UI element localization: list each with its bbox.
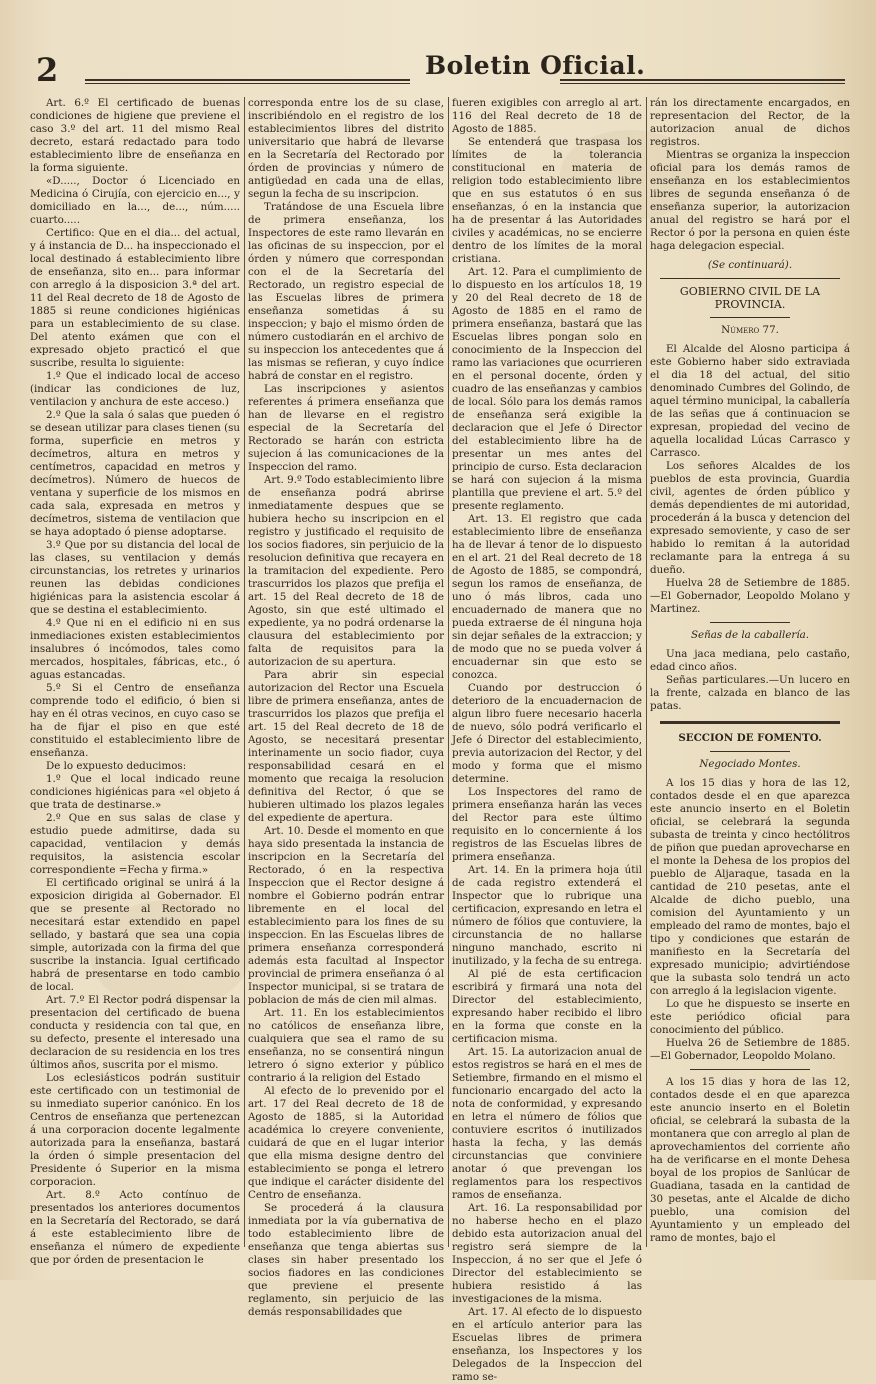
page-number: 2	[36, 51, 59, 89]
paragraph: Art. 9.º Todo establecimiento libre de enseñanza podrá abrirse inmediatamente despues que se hubiera hecho su inscripcion en el registro y justificado el requisito de los socios fiadores, sin perjuicio de la resolucion definitiva que recayera en la tramitacion del expediente. Pero trascurridos los plazos que prefija el art. 15 del Real decreto de 18 de Agosto, sin que esté ultimado el expediente, ya no podrá ordenarse la clausura del establecimiento por falta de requisitos para la autorizacion de su apertura.	[248, 474, 444, 668]
column-divider	[244, 97, 245, 1247]
paragraph: A los 15 dias y hora de las 12, contados desde el en que aparezca este anuncio inserto en el Boletin oficial, se celebrará la subasta de la montanera que con arreglo al plan de aprovechamientos del corriente año ha de verificarse en el monte Dehesa boyal de los propios de Sanlúcar de Guadiana, tasada en la cantidad de 30 pesetas, ante el Alcalde de dicho pueblo, una comision del Ayuntamiento y un empleado del ramo de montes, bajo el	[650, 1076, 850, 1244]
text-column-2	[248, 97, 444, 1318]
page-header	[30, 45, 850, 93]
paragraph: Los Inspectores del ramo de primera enseñanza harán las veces del Rector para este último requisito en lo concerniente á los registros de las Escuelas libres de primera enseñanza.	[452, 786, 642, 863]
paragraph: A los 15 dias y hora de las 12, contados desde el en que aparezca este anuncio inserto en el Boletin oficial, se celebrará la segunda subasta de treinta y cinco hectólitros de piñon que puedan aprovecharse en el monte la Dehesa de los propios del pueblo de Aljaraque, tasada en la cantidad de 210 pesetas, ante el Alcalde de dicho pueblo, una comision del Ayuntamiento y un empleado del ramo de montes, bajo el tipo y condiciones que estarán de manifiesto en la Secretaría del expresado municipio; advirtiéndose que la subasta solo tendrá un acto con arreglo á la legislacion vigente.	[650, 777, 850, 997]
paragraph: 2.º Que la sala ó salas que pueden ó se desean utilizar para clases tienen (su forma, superficie en metros y decímetros, altura en metros y centímetros, capacidad en metros y decímetros). Número de huecos de ventana y superficie de los mismos en cada sala, expresada en metros y decímetros, sistema de ventilacion que se haya adoptado ó piense adoptarse.	[30, 409, 240, 538]
section-separator	[660, 721, 840, 724]
paragraph: fueren exigibles con arreglo al art. 116 del Real decreto de 18 de Agosto de 1885.	[452, 97, 642, 135]
paragraph: Art. 6.º El certificado de buenas condiciones de higiene que previene el caso 3.º del art. 11 del mismo Real decreto, estará redactado para todo establecimiento libre de enseñanza en la forma siguiente.	[30, 97, 240, 174]
negociado-title: Negociado Montes.	[699, 758, 801, 770]
paragraph: Art. 12. Para el cumplimiento de lo dispuesto en los artículos 18, 19 y 20 del Real decreto de 18 de Agosto de 1885 en el ramo de primera enseñanza, bastará que las Escuelas libres pongan solo en conocimiento de la Inspeccion del ramo las variaciones que ocurrieren en el personal docente, órden y cuadro de las enseñanzas y cambios de local. Sólo para los demás ramos de enseñanza será exigible la declaracion que el Jefe ó Director del establecimiento libre ha de presentar un mes antes del principio de curso. Esta declaracion se hará con sujecion á la misma plantilla que previene el art. 5.º del presente reglamento.	[452, 266, 642, 512]
paragraph: corresponda entre los de su clase, inscribiéndolo en el registro de los establecimientos libres del distrito universitario que habrá de llevarse en la Secretaría del Rectorado por órden de provincias y número de antigüedad en cada una de ellas, segun la fecha de su inscripcion.	[248, 97, 444, 200]
column-divider	[646, 97, 647, 1247]
paragraph: 1.º Que el local indicado reune condiciones higiénicas para «el objeto á que trata de destinarse.»	[30, 773, 240, 811]
paragraph: rán los directamente encargados, en representacion del Rector, de la autorizacion anual de dichos registros.	[650, 97, 850, 148]
text-column-3	[452, 97, 643, 1383]
paragraph: Huelva 26 de Setiembre de 1885. —El Gobernador, Leopoldo Molano.	[650, 1037, 850, 1062]
header-rule-left	[85, 79, 410, 84]
text-column-1	[30, 97, 240, 1266]
paragraph: Mientras se organiza la inspeccion oficial para los demás ramos de enseñanza en los establecimientos libres de segunda enseñanza ó de enseñanza superior, la autorizacion anual del registro se hará por el Rector ó por la persona en quien éste haga delegacion especial.	[650, 149, 850, 252]
paragraph: Una jaca mediana, pelo castaño, edad cinco años.	[650, 648, 850, 673]
subsection-rule	[710, 622, 790, 623]
column-divider	[448, 97, 449, 1247]
paragraph: Art. 11. En los establecimientos no católicos de enseñanza libre, cualquiera que sea el ramo de su enseñanza, no se consentirá ningun letrero ó signo exterior y público contrario á la religion del Estado	[248, 1007, 444, 1084]
continuation-note: (Se continuará).	[707, 259, 793, 271]
paragraph: 1.º Que el indicado local de acceso (indicar las condiciones de luz, ventilacion y anchura de este acceso.)	[30, 370, 240, 408]
section-separator	[660, 278, 840, 279]
notice-number: Número 77.	[721, 324, 779, 336]
paragraph: 5.º Si el Centro de enseñanza comprende todo el edificio, ó bien si hay en él otras vecinos, en cuyo caso se ha de fijar el piso en que esté constituido el establecimiento libre de enseñanza.	[30, 682, 240, 759]
paragraph: Huelva 28 de Setiembre de 1885. —El Gobernador, Leopoldo Molano y Martinez.	[650, 577, 850, 615]
paragraph: «D....., Doctor ó Licenciado en Medicina ó Cirujía, con ejercicio en..., y domiciliado en la..., de..., núm..... cuarto.....	[30, 175, 240, 226]
paragraph: Certifico: Que en el dia... del actual, y á instancia de D... ha inspeccionado el local destinado á establecimiento libre de enseñanza, sito en... para informar con arreglo á la disposicion 3.ª del art. 11 del Real decreto de 18 de Agosto de 1885 si reune condiciones higiénicas para un establecimiento de su clase. Del atento exámen que con el expresado objeto practicó el que suscribe, resulta lo siguiente:	[30, 227, 240, 369]
paragraph: De lo expuesto deducimos:	[46, 760, 187, 772]
header-rule-right	[560, 79, 845, 84]
paragraph: Art. 14. En la primera hoja útil de cada registro extenderá el Inspector que lo rubrique una certificacion, expresando en letra el número de fólios que contuviere, la circunstancia de no hallarse ninguno manchado, escrito ni inutilizado, y la fecha de su entrega.	[452, 864, 643, 967]
paragraph: Cuando por destruccion ó deterioro de la encuadernacion de algun libro fuere necesario hacerla de nuevo, sólo podrá verificarlo el Jefe ó Director del establecimiento, previa autorizacion del Rector, y del modo y forma que el mismo determine.	[452, 682, 642, 785]
paragraph: Los eclesiásticos podrán sustituir este certificado con un testimonial de su inmediato superior canónico. En los Centros de enseñanza que pertenezcan á una corporacion docente legalmente autorizada para la enseñanza, bastará la órden ó simple presentacion del Presidente ó Superior en la misma corporacion.	[30, 1072, 240, 1188]
notice-separator	[690, 1069, 810, 1070]
paragraph: Las inscripciones y asientos referentes á primera enseñanza que han de llevarse en el registro especial de la Secretaría del Rectorado se harán con estricta sujecion á las comunicaciones de la Inspeccion del ramo.	[248, 383, 444, 473]
paragraph: Art. 8.º Acto contínuo de presentados los anteriores documentos en la Secretaría del Rectorado, se dará á este establecimiento libre de enseñanza el número de expediente que por órden de presentacion le	[30, 1189, 240, 1266]
section-heading-gobierno: GOBIERNO CIVIL DE LA PROVINCIA.	[679, 285, 821, 311]
paragraph: Lo que he dispuesto se inserte en este periódico oficial para conocimiento del público.	[650, 998, 850, 1036]
paragraph: El certificado original se unirá á la exposicion dirigida al Gobernador. El que se presente al Rectorado no necesitará estar extendido en papel sellado, y bastará que sea una copia simple, autorizada con la firma del que suscribe la instancia. Igual certificado habrá de presentarse en todo cambio de local.	[30, 877, 240, 993]
paragraph: Art. 17. Al efecto de lo dispuesto en el artículo anterior para las Escuelas libres de primera enseñanza, los Inspectores y los Delegados de la Inspeccion del ramo se-	[452, 1306, 642, 1383]
paragraph: Art. 10. Desde el momento en que haya sido presentada la instancia de inscripcion en la Secretaría del Rectorado, ó en la respectiva Inspeccion que el Rector designe á nombre el Gobierno podrán entrar libremente en el local del establecimiento para los fines de su inspeccion. En las Escuelas libres de primera enseñanza corresponderá además esta facultad al Inspector provincial de primera enseñanza ó al Inspector municipal, si se tratara de poblacion de más de cien mil almas.	[248, 825, 444, 1006]
paragraph: Art. 7.º El Rector podrá dispensar la presentacion del certificado de buena conducta y residencia con tal que, en su defecto, presente el interesado una declaracion de su residencia en los tres últimos años, suscrita por el mismo.	[30, 994, 240, 1071]
paragraph: Los señores Alcaldes de los pueblos de esta provincia, Guardia civil, agentes de órden público y demás dependientes de mi autoridad, procederán á la busca y detencion del expresado semoviente, y caso de ser habido lo remitan á la autoridad reclamante para la entrega á su dueño.	[650, 460, 850, 576]
paragraph: Al efecto de lo prevenido por el art. 17 del Real decreto de 18 de Agosto de 1885, si la Autoridad académica lo creyere conveniente, cuidará de que en el lugar interior que ella misma designe dentro del establecimiento se ponga el letrero que indique el carácter disidente del Centro de enseñanza.	[248, 1085, 444, 1201]
heading-underline	[710, 317, 790, 318]
newspaper-title: Boletin Oficial.	[425, 51, 646, 80]
paragraph: Se entenderá que traspasa los límites de la tolerancia constitucional en materia de religion todo establecimiento libre que en sus estatutos ó en sus enseñanzas, ó en la instancia que ha de presentar á las Autoridades civiles y académicas, no se encierre dentro de los límites de la moral cristiana.	[452, 136, 642, 265]
paragraph: Se procederá á la clausura inmediata por la vía gubernativa de todo establecimiento libre de enseñanza que tenga abiertas sus clases sin haber presentado los socios fiadores en las condiciones que previene el presente reglamento, sin perjuicio de las demás responsabilidades que	[248, 1202, 444, 1318]
paragraph: Art. 13. El registro que cada establecimiento libre de enseñanza ha de llevar á tenor de lo dispuesto en el art. 21 del Real decreto de 18 de Agosto de 1885, se compondrá, segun los ramos de enseñanza, de uno ó más libros, cada uno encuadernado de manera que no pueda extraerse de él ninguna hoja sin dejar señales de la extraccion; y de modo que no se pueda volver á encuadernar sin que esto se conozca.	[452, 513, 642, 681]
paragraph: Al pié de esta certificacion escribirá y firmará una nota del Director del establecimiento, expresando haber recibido el libro en la forma que conste en la certificacion misma.	[452, 968, 642, 1045]
paragraph: Tratándose de una Escuela libre de primera enseñanza, los Inspectores de este ramo llevarán en las oficinas de su inspeccion, por el órden y número que correspondan con el de la Secretaría del Rectorado, un registro especial de las Escuelas libres de primera enseñanza sometidas á su inspeccion; y bajo el mismo órden de número custodiarán en el archivo de su inspeccion los antecedentes que á las mismas se refieran, y cuyo índice habrá de constar en el registro.	[248, 201, 444, 382]
paragraph: 3.º Que por su distancia del local de las clases, su ventilacion y demás circunstancias, los retretes y urinarios reunen las debidas condiciones higiénicas para la asistencia escolar á que se destina el establecimiento.	[30, 539, 240, 616]
section-heading-fomento: SECCION DE FOMENTO.	[678, 732, 822, 744]
paragraph: Art. 15. La autorizacion anual de estos registros se hará en el mes de Setiembre, firmando en el mismo el funcionario encargado del acto la nota de conformidad, y expresando en letra el número de fólios que contuviere escritos ó inutilizados hasta la fecha, y las demás circunstancias que conviniere anotar ó que prevengan los reglamentos para los respectivos ramos de enseñanza.	[452, 1046, 642, 1201]
paragraph: El Alcalde del Alosno participa á este Gobierno haber sido extraviada el dia 18 del actual, del sitio denominado Cumbres del Golindo, de aquel término municipal, la caballería de las señas que á continuacion se expresan, propiedad del vecino de aquella localidad Lúcas Carrasco y Carrasco.	[650, 343, 850, 459]
heading-underline	[710, 751, 790, 752]
paragraph: 2.º Que en sus salas de clase y estudio puede admitirse, dada su capacidad, ventilacion y demás requisitos, la asistencia escolar correspondiente =Fecha y firma.»	[30, 812, 240, 876]
paragraph: 4.º Que ni en el edificio ni en sus inmediaciones existen establecimientos insalubres ó incómodos, tales como mercados, hospitales, fábricas, etc., ó aguas estancadas.	[30, 617, 240, 681]
text-column-4	[650, 97, 850, 1247]
paragraph: Art. 16. La responsabilidad por no haberse hecho en el plazo debido esta autorizacion anual del registro será siempre de la Inspeccion, á no ser que el Jefe ó Director del establecimiento se hubiera resistido á las investigaciones de la misma.	[452, 1202, 642, 1305]
paragraph: Señas particulares.—Un lucero en la frente, calzada en blanco de las patas.	[650, 674, 850, 712]
paragraph: Para abrir sin especial autorizacion del Rector una Escuela libre de primera enseñanza, antes de trascurridos los plazos que prefija el art. 15 del Real decreto de 18 de Agosto, se necesitará presentar interinamente un socio fiador, cuya responsabilidad cesará en el momento que recaiga la resolucion definitiva del Rector, ó que se hubieren ultimado los plazos legales del expediente de apertura.	[248, 669, 444, 824]
subsection-title: Señas de la caballería.	[690, 629, 810, 641]
